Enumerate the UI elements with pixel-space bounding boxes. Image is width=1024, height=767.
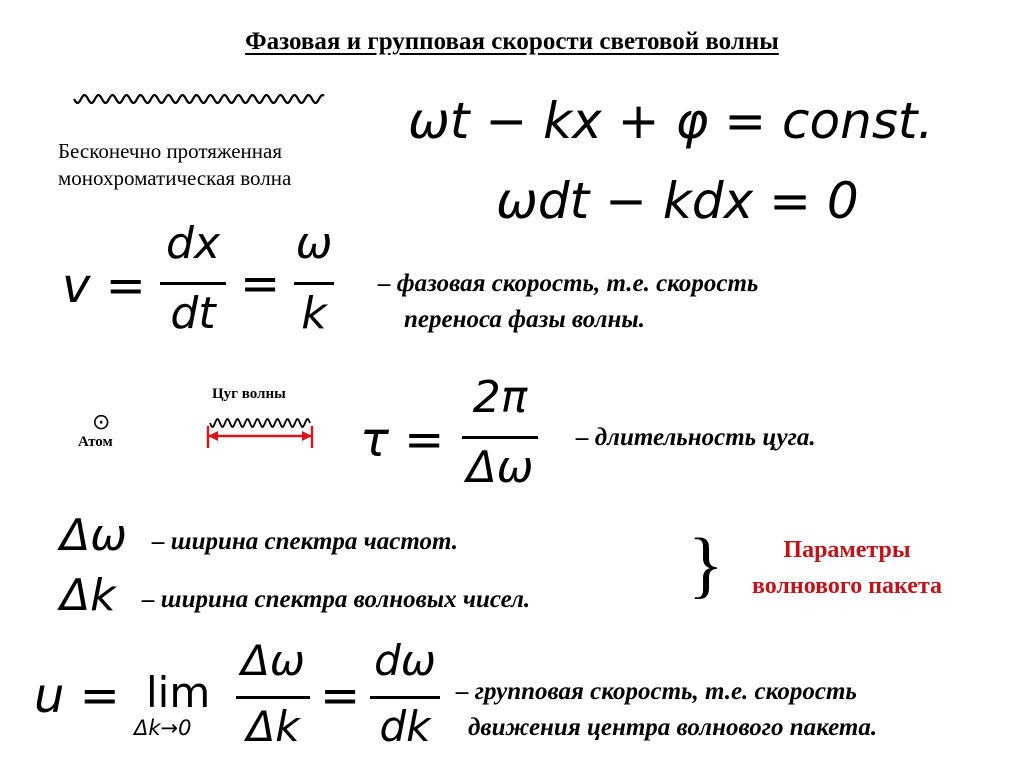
wave-train-label: Цуг волны — [212, 386, 286, 402]
monochromatic-wave-icon — [70, 88, 330, 110]
wave-caption-line-1: Бесконечно протяженная — [58, 139, 282, 163]
fraction-bar — [160, 282, 226, 285]
delta-k-symbol: Δk — [60, 570, 116, 621]
fraction-denominator: Δk — [246, 702, 300, 751]
phase-equation: ωt − kx + φ = const. — [408, 92, 934, 150]
fraction-bar — [462, 436, 538, 439]
duration-description: – длительность цуга. — [576, 424, 816, 451]
fraction-domega-dk-derivative — [370, 636, 440, 760]
fraction-denominator: k — [301, 288, 327, 339]
phase-velocity-lhs: v = — [62, 258, 146, 314]
brace: } — [688, 524, 724, 606]
fraction-denominator: Δω — [466, 442, 534, 493]
equals-sign: = — [240, 256, 281, 312]
fraction-denominator: dk — [379, 702, 431, 751]
delta-omega-symbol: Δω — [60, 510, 127, 561]
fraction-dx-dt — [160, 218, 226, 342]
wave-caption-line-2: монохроматическая волна — [58, 166, 292, 190]
fraction-numerator: 2π — [472, 372, 528, 423]
fraction-bar — [236, 696, 310, 699]
wave-caption — [58, 138, 291, 192]
fraction-bar — [370, 696, 440, 699]
delta-omega-description: – ширина спектра частот. — [152, 528, 458, 555]
fraction-denominator: dt — [170, 288, 216, 339]
wave-train-icon — [200, 412, 320, 452]
fraction-numerator: ω — [295, 218, 333, 269]
group-velocity-desc-line-2: движения центра волнового пакета. — [468, 714, 878, 741]
delta-k-description: – ширина спектра волновых чисел. — [142, 586, 531, 613]
group-velocity-lhs: u = — [34, 668, 120, 724]
equals-sign: = — [320, 668, 361, 724]
duration-lhs: τ = — [360, 412, 445, 468]
atom-icon: ⊙ — [92, 410, 111, 435]
phase-velocity-description — [378, 266, 758, 338]
limit-operator: lim — [146, 668, 211, 717]
wave-packet-parameters — [712, 532, 982, 604]
limit-subscript: Δk→0 — [134, 716, 192, 740]
fraction-numerator: dx — [166, 218, 220, 269]
fraction-bar — [294, 282, 334, 285]
fraction-domega-dk — [236, 636, 310, 760]
phase-differential-equation: ωdt − kdx = 0 — [496, 172, 859, 230]
page-title: Фазовая и групповая скорости световой волны — [245, 28, 779, 55]
fraction-numerator: dω — [374, 636, 436, 685]
group-velocity-desc-line-1: – групповая скорость, т.е. скорость — [456, 678, 857, 705]
fraction-2pi-domega — [462, 372, 538, 496]
phase-velocity-desc-line-1: – фазовая скорость, т.е. скорость — [378, 270, 759, 297]
group-velocity-description — [456, 674, 877, 746]
fraction-omega-k — [294, 218, 334, 342]
phase-velocity-desc-line-2: переноса фазы волны. — [404, 306, 645, 333]
fraction-numerator: Δω — [241, 636, 305, 685]
params-line-2: волнового пакета — [751, 573, 943, 599]
params-line-1: Параметры — [783, 537, 911, 563]
atom-label: Атом — [78, 434, 113, 450]
